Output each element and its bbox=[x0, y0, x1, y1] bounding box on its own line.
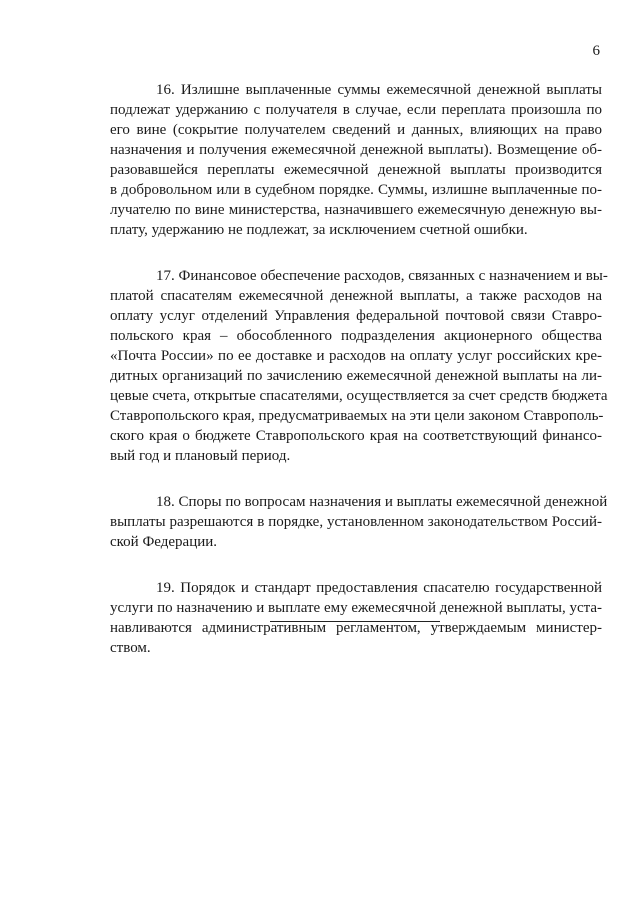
text-line: 18. Споры по вопросам назначения и выплаты ежемесячной денежной bbox=[156, 494, 608, 510]
text-line: ской Федерации. bbox=[110, 534, 218, 550]
text-line: лучателю по вине министерства, назначившего ежемесячную денежную вы- bbox=[110, 202, 602, 218]
text-line: ством. bbox=[110, 640, 151, 656]
text-line: вый год и плановый период. bbox=[110, 448, 291, 464]
document-body bbox=[110, 80, 608, 684]
text-line: дитных организаций по зачислению ежемесячной денежной выплаты на ли- bbox=[110, 368, 602, 384]
paragraph-p18 bbox=[110, 492, 608, 552]
text-line: оплату услуг отделений Управления федеральной почтовой связи Ставро- bbox=[110, 308, 602, 324]
text-line: его вине (сокрытие получателем сведений и данных, влияющих на право bbox=[110, 122, 602, 138]
text-line: выплаты разрешаются в порядке, установленном законодательством Россий- bbox=[110, 514, 602, 530]
text-line: Ставропольского края, предусматриваемых на эти цели законом Ставрополь- bbox=[110, 408, 604, 424]
text-line: цевые счета, открытые спасателями, осуществляется за счет средств бюджета bbox=[110, 388, 608, 404]
text-line: ского края о бюджете Ставропольского края на соответствующий финансо- bbox=[110, 428, 602, 444]
text-line: платой спасателям ежемесячной денежной выплаты, а также расходов на bbox=[110, 288, 602, 304]
text-line: 19. Порядок и стандарт предоставления спасателю государственной bbox=[156, 580, 602, 596]
paragraph-p19 bbox=[110, 578, 602, 658]
text-line: разовавшейся переплаты ежемесячной денежной выплаты производится bbox=[110, 162, 602, 178]
text-line: подлежат удержанию с получателя в случае, если переплата произошла по bbox=[110, 102, 602, 118]
text-line: услуги по назначению и выплате ему ежемесячной денежной выплаты, уста- bbox=[110, 600, 603, 616]
paragraph-p16 bbox=[110, 80, 602, 240]
text-line: назначения и получения ежемесячной денежной выплаты). Возмещение об- bbox=[110, 142, 602, 158]
text-line: плату, удержанию не подлежат, за исключением счетной ошибки. bbox=[110, 222, 528, 238]
text-line: 16. Излишне выплаченные суммы ежемесячной денежной выплаты bbox=[156, 82, 602, 98]
end-of-document-rule bbox=[270, 621, 440, 622]
text-line: навливаются административным регламентом, утверждаемым министер- bbox=[110, 620, 602, 636]
text-line: в добровольном или в судебном порядке. Суммы, излишне выплаченные по- bbox=[110, 182, 602, 198]
text-line: 17. Финансовое обеспечение расходов, связанных с назначением и вы- bbox=[156, 268, 608, 284]
text-line: «Почта России» по ее доставке и расходов на оплату услуг российских кре- bbox=[110, 348, 602, 364]
paragraph-p17 bbox=[110, 266, 608, 466]
page-number: 6 bbox=[592, 43, 600, 59]
text-line: польского края – обособленного подразделения акционерного общества bbox=[110, 328, 602, 344]
